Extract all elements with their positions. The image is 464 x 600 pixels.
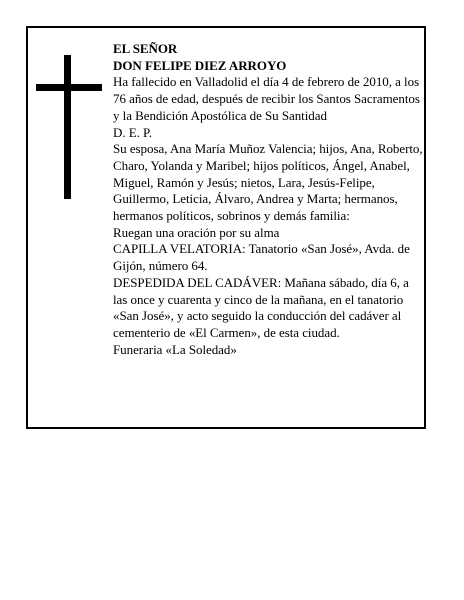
rip-line: D. E. P. <box>113 124 152 140</box>
chapel-info: CAPILLA VELATORIA: Tanatorio «San José», Avda. de Gijón, número 64. <box>113 241 410 274</box>
family-list: Su esposa, Ana María Muñoz Valencia; hijos, Ana, Roberto, Charo, Yolanda y Maribel; hijos políticos, Ángel, Anabel, Miguel, Ramón y Jesús; nietos, Lara, Jesús-Felipe, Guillermo, Leticia, Álvaro, Andrea y Marta; hermanos, hermanos políticos, sobrinos y demás familia: <box>113 141 423 224</box>
cross-icon <box>36 55 102 199</box>
cross-horizontal-bar <box>36 84 102 91</box>
farewell-info: DESPEDIDA DEL CADÁVER: Mañana sábado, día 6, a las once y cuarenta y cinco de la mañana, en el tanatorio «San José», y acto seguido la conducción del cadáver al cementerio de «El Carmen», de esta ciudad. <box>113 274 409 340</box>
obituary-notice <box>26 26 426 429</box>
funeral-home: Funeraria «La Soledad» <box>113 341 237 357</box>
title-honorific: EL SEÑOR <box>113 41 178 56</box>
deceased-name: DON FELIPE DIEZ ARROYO <box>113 57 287 73</box>
obituary-text <box>113 41 425 358</box>
cross-vertical-bar <box>64 55 71 199</box>
prayer-request: Ruegan una oración por su alma <box>113 224 280 240</box>
death-notice: Ha fallecido en Valladolid el día 4 de febrero de 2010, a los 76 años de edad, después de recibir los Santos Sacramentos y la Bendición Apostólica de Su Santidad <box>113 74 420 123</box>
